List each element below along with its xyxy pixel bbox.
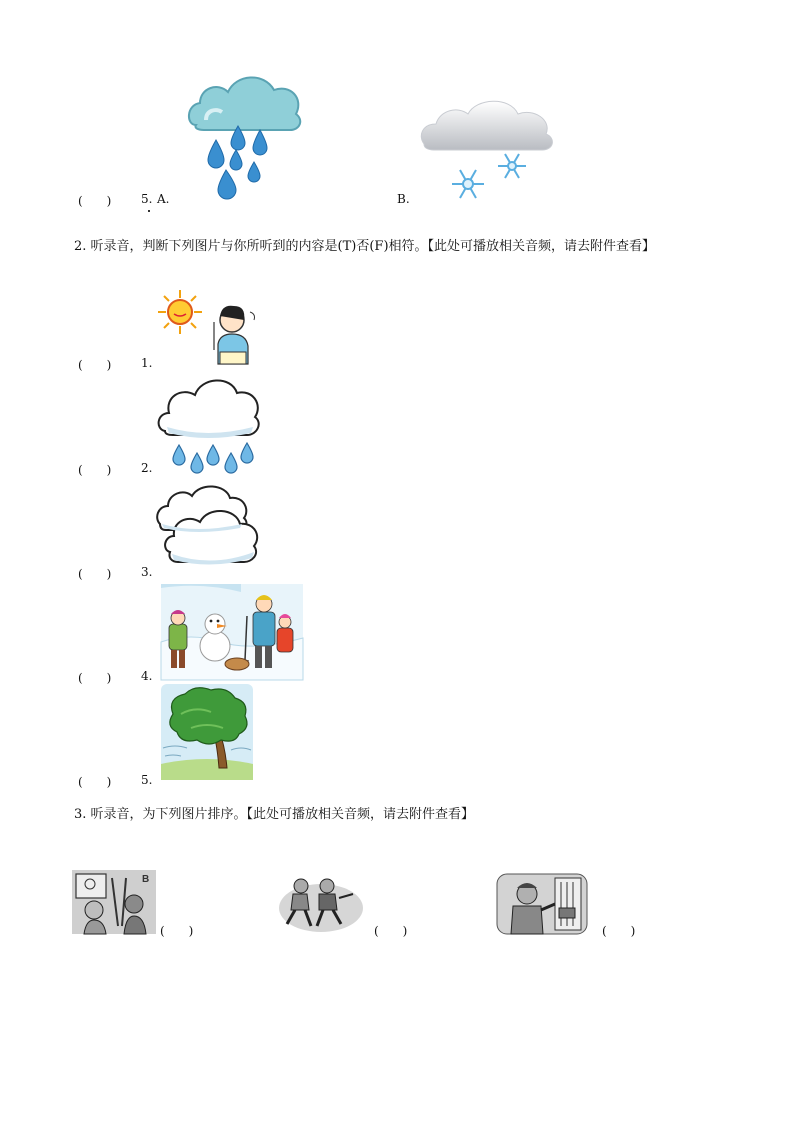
dot-mark	[148, 210, 150, 212]
item-number: 2.	[141, 461, 153, 475]
cloudy-icon	[156, 484, 262, 568]
snow-cloud-icon	[418, 96, 558, 204]
item-number: 1.	[141, 356, 153, 370]
windy-tree-icon	[161, 684, 253, 780]
board-letter: B	[142, 874, 150, 885]
item-number: 4.	[141, 669, 153, 683]
answer-paren[interactable]: ( )	[78, 671, 112, 685]
hot-sun-girl-icon	[158, 290, 266, 370]
answer-paren[interactable]: ( )	[374, 924, 408, 938]
item-number: 3.	[141, 565, 153, 579]
answer-paren[interactable]: ( )	[602, 924, 636, 938]
kids-running-icon	[279, 874, 363, 934]
rain-cloud-icon	[157, 373, 261, 473]
q3-instruction: 3. 听录音，为下列图片排序。【此处可播放相关音频，请去附件查看】	[74, 807, 475, 822]
q2-instruction: 2. 听录音，判断下列图片与你所听到的内容是(T)否(F)相符。【此处可播放相关音频，请去附件查看】	[74, 239, 656, 254]
answer-paren[interactable]: ( )	[78, 775, 112, 789]
rain-cloud-icon	[186, 70, 304, 202]
item-number: 5.	[141, 192, 153, 206]
boy-opening-door-icon	[497, 874, 587, 934]
kids-drawing-icon	[72, 870, 156, 934]
option-b-label: B.	[397, 192, 410, 206]
answer-paren[interactable]: ( )	[78, 463, 112, 477]
option-a-label: A.	[157, 192, 170, 206]
answer-paren[interactable]: ( )	[78, 358, 112, 372]
answer-paren[interactable]: ( )	[160, 924, 194, 938]
answer-paren[interactable]: ( )	[78, 567, 112, 581]
snowman-kids-icon	[161, 584, 303, 680]
answer-paren[interactable]: ( )	[78, 194, 112, 208]
item-number: 5.	[141, 773, 153, 787]
